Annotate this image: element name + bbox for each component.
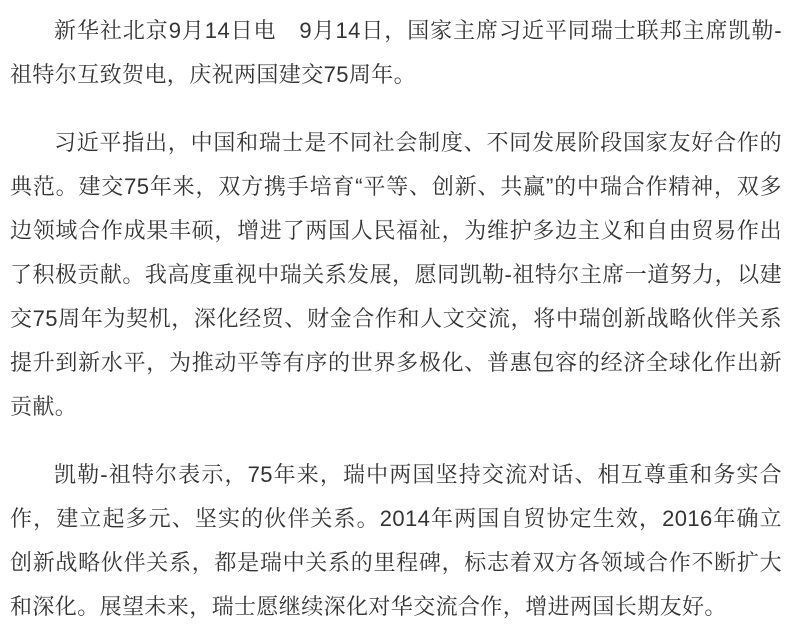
- article-paragraph-xi-statement: 习近平指出，中国和瑞士是不同社会制度、不同发展阶段国家友好合作的典范。建交75年来，双方携手培育“平等、创新、共赢”的中瑞合作精神，双多边领域合作成果丰硕，增进了两国人民福祉，为维护多边主义和自由贸易作出了积极贡献。我高度重视中瑞关系发展，愿同凯勒-祖特尔主席一道努力，以建交75周年为契机，深化经贸、财金合作和人文交流，将中瑞创新战略伙伴关系提升到新水平，为推动平等有序的世界多极化、普惠包容的经济全球化作出新贡献。: [10, 130, 782, 419]
- article-paragraph-keller-sutter-statement: 凯勒-祖特尔表示，75年来，瑞中两国坚持交流对话、相互尊重和务实合作，建立起多元、坚实的伙伴关系。2014年两国自贸协定生效，2016年确立创新战略伙伴关系，都是瑞中关系的里程碑，标志着双方各领域合作不断扩大和深化。展望未来，瑞士愿继续深化对华交流合作，增进两国长期友好。: [10, 462, 782, 619]
- article-paragraph-dateline: 新华社北京9月14日电 9月14日，国家主席习近平同瑞士联邦主席凯勒-祖特尔互致贺电，庆祝两国建交75周年。: [10, 18, 782, 87]
